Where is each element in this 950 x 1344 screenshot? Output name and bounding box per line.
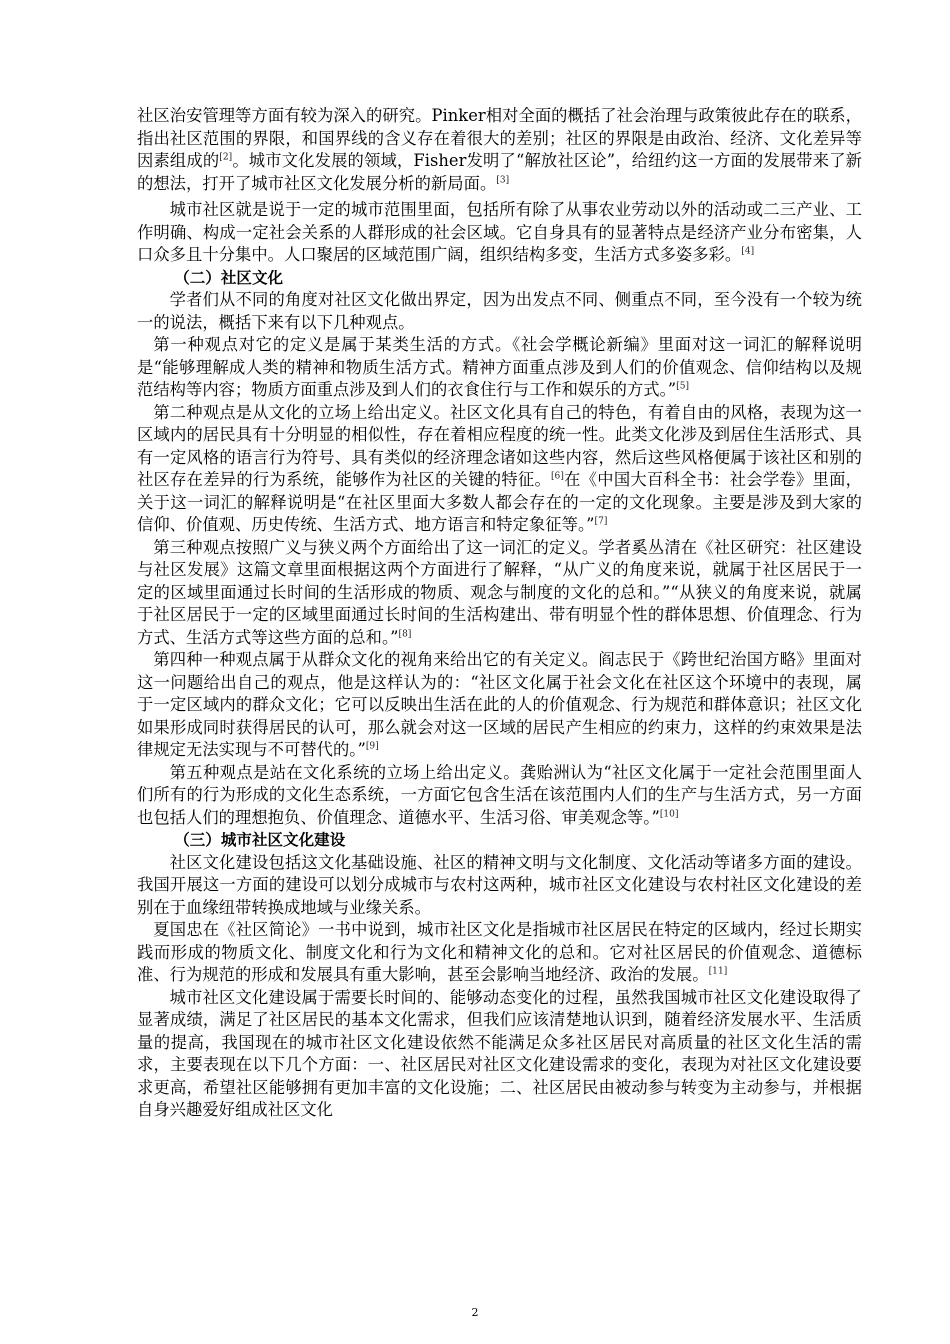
citation[interactable]: [7] <box>594 516 608 527</box>
citation[interactable]: [11] <box>708 966 728 977</box>
citation[interactable]: [9] <box>365 741 379 752</box>
paragraph-4: 第一种观点对它的定义是属于某类生活的方式。《社会学概论新编》里面对这一词汇的解释说明是“能够理解成人类的精神和物质生活方式。精神方面重点涉及到人们的价值观念、信仰结构以及规范结构等内容；物质方面重点涉及到人们的衣食住行与工作和娱乐的方式。”[5] <box>137 335 862 399</box>
citation[interactable]: [8] <box>398 629 412 640</box>
page-number: 2 <box>471 1306 479 1319</box>
paragraph-9: 社区文化建设包括这文化基础设施、社区的精神文明与文化制度、文化活动等诸多方面的建设。我国开展这一方面的建设可以划分成城市与农村这两种，城市社区文化建设与农村社区文化建设的差别在于血缘纽带转换成地域与业缘关系。 <box>137 852 862 917</box>
paragraph-10: 夏国忠在《社区简论》一书中说到，城市社区文化是指城市社区居民在特定的区域内，经过长期实践而形成的物质文化、制度文化和行为文化和精神文化的总和。它对社区居民的价值观念、道德标准、行为规范的形成和发展具有重大影响，甚至会影响当地经济、政治的发展。[11] <box>137 920 862 984</box>
section-heading-3: （三）城市社区文化建设 <box>174 831 346 849</box>
paragraph-7: 第四种一种观点属于从群众文化的视角来给出它的有关定义。阎志民于《跨世纪治国方略》里面对这一问题给出自己的观点，他是这样认为的：“社区文化属于社会文化在社区这个环境中的表现，属于一定区域内的群众文化；它可以反映出生活在此的人的价值观念、行为规范和群体意识；社区文化如果形成同时获得居民的认可，那么就会对这一区域的居民产生相应的约束力，这样的约束效果是法律规定无法实现与不可替代的。”[9] <box>137 650 862 759</box>
paragraph-8: 第五种观点是站在文化系统的立场上给出定义。龚贻洲认为“社区文化属于一定社会范围里面人们所有的行为形成的文化生态系统，一方面它包含生活在该范围内人们的生产与生活方式，另一方面也包括人们的理想抱负、价值理念、道德水平、生活习俗、审美观念等。”[10] <box>137 762 862 827</box>
paragraph-3: 学者们从不同的角度对社区文化做出界定，因为出发点不同、侧重点不同，至今没有一个较为统一的说法，概括下来有以下几种观点。 <box>137 290 862 332</box>
citation[interactable]: [10] <box>659 809 679 820</box>
citation[interactable]: [5] <box>676 381 690 392</box>
paragraph-11: 城市社区文化建设属于需要长时间的、能够动态变化的过程，虽然我国城市社区文化建设取得了显著成绩，满足了社区居民的基本文化需求，但我们应该清楚地认识到，随着经济发展水平、生活质量的提高，我国现在的城市社区文化建设依然不能满足众多社区居民对高质量的社区文化生活的需求，主要表现在以下几个方面：一、社区居民对社区文化建设需求的变化，表现为对社区文化建设要求更高，希望社区能够拥有更加丰富的文化设施；二、社区居民由被动参与转变为主动参与，并根据自身兴趣爱好组成社区文化 <box>137 987 862 1119</box>
citation[interactable]: [2] <box>219 152 233 163</box>
paragraph-6: 第三种观点按照广义与狭义两个方面给出了这一词汇的定义。学者奚丛清在《社区研究：社区建设与社区发展》这篇文章里面根据这两个方面进行了解释，“从广义的角度来说，就属于社区居民于一定的区域里面通过长时间的生活形成的物质、观念与制度的文化的总和。”“从狭义的角度来说，就属于社区居民于一定的区域里面通过长时间的生活构建出、带有明显个性的群体思想、价值理念、行为方式、生活方式等这些方面的总和。”[8] <box>137 537 862 647</box>
section-heading-2: （二）社区文化 <box>174 268 284 287</box>
paragraph-2: 城市社区就是说于一定的城市范围里面，包括所有除了从事农业劳动以外的活动或二三产业、工作明确、构成一定社会关系的人群形成的社会区域。它自身具有的显著特点是经济产业分布密集，人口众多且十分集中。人口聚居的区域范围广阔，组织结构多变，生活方式多姿多彩。[4] <box>137 200 862 264</box>
citation[interactable]: [3] <box>496 175 510 186</box>
paragraph-1: 社区治安管理等方面有较为深入的研究。Pinker相对全面的概括了社会治理与政策彼此存在的联系，指出社区范围的界限，和国界线的含义存在着很大的差别；社区的界限是由政治、经济、文化差异等因素组成的[2]。城市文化发展的领域，Fisher发明了“解放社区论”，给纽约这一方面的发展带来了新的想法，打开了城市社区文化发展分析的新局面。[3] <box>137 106 862 193</box>
body-text <box>137 105 862 1122</box>
citation[interactable]: [6] <box>551 471 564 482</box>
paragraph-5: 第二种观点是从文化的立场上给出定义。社区文化具有自己的特色，有着自由的风格，表现为这一区域内的居民具有十分明显的相似性，存在着相应程度的统一性。此类文化涉及到居住生活形式、具有一定风格的语言行为符号、具有类似的经济理念诸如这些内容，然后这些风格便属于该社区和别的社区存在差异的行为系统，能够作为社区的关键的特征。[6]在《中国大百科全书：社会学卷》里面，关于这一词汇的解释说明是“在社区里面大多数人都会存在的一定的文化现象。主要是涉及到大家的信仰、价值观、历史传统、生活方式、地方语言和特定象征等。”[7] <box>137 402 862 534</box>
citation[interactable]: [4] <box>741 246 755 257</box>
